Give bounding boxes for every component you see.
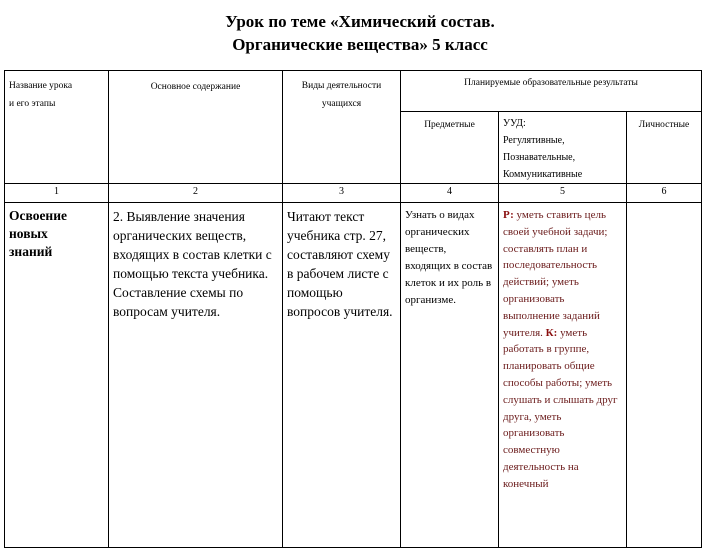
title-line-1: Урок по теме «Химический состав. — [225, 12, 495, 31]
lesson-title — [0, 10, 720, 56]
content-cell — [109, 203, 283, 548]
column-number: 3 — [283, 184, 401, 203]
header-uud-line1: УУД: — [503, 118, 526, 129]
stage-line3: знаний — [9, 244, 53, 259]
column-number: 5 — [499, 184, 627, 203]
header-personal-label: Личностные — [638, 120, 690, 130]
header-subject-label: Предметные — [424, 120, 475, 130]
column-number: 1 — [5, 184, 109, 203]
header-stage-line1: Название урока — [9, 81, 73, 91]
lesson-plan-table — [4, 70, 702, 548]
uud-results-cell — [499, 203, 627, 548]
subject-results-cell — [401, 203, 499, 548]
activity-cell — [283, 203, 401, 548]
table-row — [5, 203, 702, 548]
header-stage-line2: и его этапы — [9, 99, 56, 109]
header-uud — [499, 112, 627, 184]
uud-r-label: Р: — [503, 209, 514, 221]
uud-k-text: уметь работать в группе, планировать общие способы работы; уметь слушать и слышать друг друга, уметь организовать совместную деятельность на конечный — [503, 326, 618, 490]
stage-line1: Освоение — [9, 208, 67, 223]
header-uud-line2: Регулятивные, — [503, 135, 565, 146]
header-personal — [627, 112, 702, 184]
column-number: 4 — [401, 184, 499, 203]
header-uud-line3: Познавательные, — [503, 152, 576, 163]
header-content — [109, 71, 283, 184]
title-line-2: Органические вещества» 5 класс — [232, 35, 488, 54]
stage-cell — [5, 203, 109, 548]
header-stage — [5, 71, 109, 184]
personal-results-cell — [627, 203, 702, 548]
header-uud-line4: Коммуникативные — [503, 169, 583, 180]
subject-results-text: Узнать о видах органических веществ, входящих в состав клеток и их роль в организме. — [405, 209, 493, 306]
header-results — [401, 71, 702, 112]
header-subject — [401, 112, 499, 184]
header-content-label: Основное содержание — [150, 82, 241, 92]
activity-text: Читают текст учебника стр. 27, составляют схему в рабочем листе с помощью вопросов учителя. — [287, 209, 393, 319]
column-number: 2 — [109, 184, 283, 203]
content-text: 2. Выявление значения органических веществ, входящих в состав клетки с помощью текста учебника. Составление схемы по вопросам учителя. — [113, 209, 272, 319]
column-numbers-row — [5, 184, 702, 203]
header-activity-line1: Виды деятельности — [301, 81, 382, 91]
stage-line2: новых — [9, 226, 48, 241]
header-results-label: Планируемые образовательные результаты — [464, 78, 638, 88]
column-number: 6 — [627, 184, 702, 203]
uud-r-text: уметь ставить цель своей учебной задачи; составлять план и последовательность действий; уметь организовать выполнение заданий учителя. — [503, 209, 608, 339]
header-activity-line2: учащихся — [321, 99, 362, 109]
header-activity — [283, 71, 401, 184]
uud-k-label: К: — [545, 326, 558, 339]
